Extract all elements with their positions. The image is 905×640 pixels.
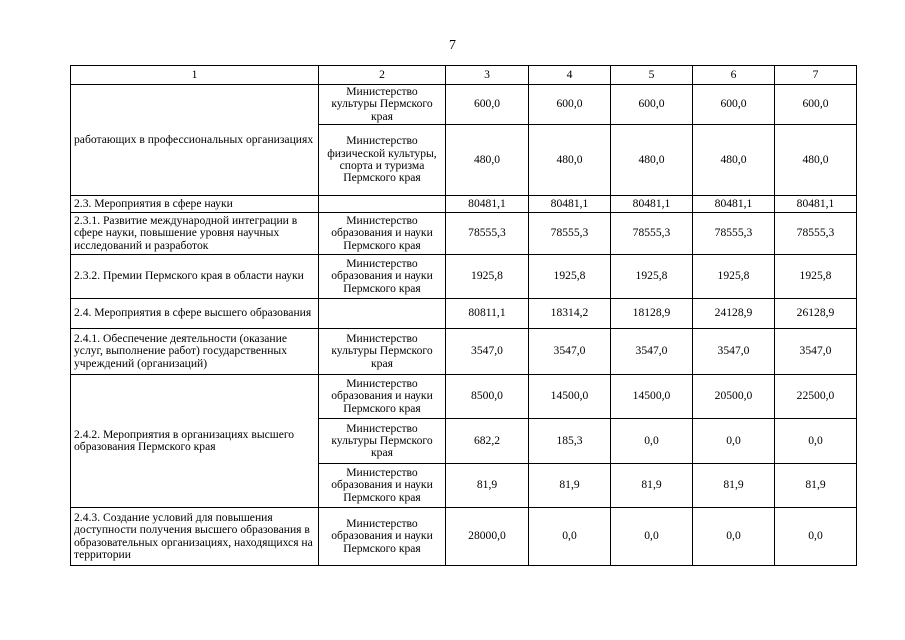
value-cell: 1925,8 xyxy=(775,255,857,299)
value-cell: 78555,3 xyxy=(446,213,529,255)
measure-name: 2.4.3. Создание условий для повышения доступности получения высшего образования в образовательных организациях, находящихся на территории xyxy=(71,508,319,566)
value-cell: 0,0 xyxy=(693,508,775,566)
value-cell: 81,9 xyxy=(529,464,611,508)
column-header: 4 xyxy=(529,66,611,85)
value-cell: 28000,0 xyxy=(446,508,529,566)
executor-cell: Министерство культуры Пермского края xyxy=(319,419,446,464)
executor-cell xyxy=(319,196,446,213)
value-cell: 600,0 xyxy=(775,85,857,125)
value-cell: 0,0 xyxy=(611,508,693,566)
value-cell: 480,0 xyxy=(775,125,857,196)
value-cell: 24128,9 xyxy=(693,299,775,329)
value-cell: 8500,0 xyxy=(446,375,529,419)
value-cell: 600,0 xyxy=(529,85,611,125)
value-cell: 81,9 xyxy=(693,464,775,508)
value-cell: 81,9 xyxy=(611,464,693,508)
value-cell: 600,0 xyxy=(693,85,775,125)
table-row xyxy=(71,213,857,255)
table-row xyxy=(71,299,857,329)
value-cell: 3547,0 xyxy=(446,329,529,375)
table-row xyxy=(71,508,857,566)
value-cell: 600,0 xyxy=(611,85,693,125)
executor-cell: Министерство образования и науки Пермского края xyxy=(319,255,446,299)
value-cell: 80481,1 xyxy=(775,196,857,213)
value-cell: 14500,0 xyxy=(611,375,693,419)
value-cell: 3547,0 xyxy=(775,329,857,375)
table-row xyxy=(71,85,857,125)
value-cell: 14500,0 xyxy=(529,375,611,419)
value-cell: 26128,9 xyxy=(775,299,857,329)
executor-cell: Министерство образования и науки Пермского края xyxy=(319,508,446,566)
value-cell: 480,0 xyxy=(693,125,775,196)
table-header-row xyxy=(71,66,857,85)
budget-table xyxy=(70,65,857,566)
executor-cell: Министерство образования и науки Пермского края xyxy=(319,213,446,255)
value-cell: 185,3 xyxy=(529,419,611,464)
measure-name: 2.4. Мероприятия в сфере высшего образования xyxy=(71,299,319,329)
measure-name: 2.4.2. Мероприятия в организациях высшего образования Пермского края xyxy=(71,375,319,508)
column-header: 2 xyxy=(319,66,446,85)
table-row xyxy=(71,255,857,299)
value-cell: 0,0 xyxy=(529,508,611,566)
measure-name: 2.3.1. Развитие международной интеграции в сфере науки, повышение уровня научных исследований и разработок xyxy=(71,213,319,255)
value-cell: 1925,8 xyxy=(611,255,693,299)
value-cell: 1925,8 xyxy=(529,255,611,299)
executor-cell: Министерство культуры Пермского края xyxy=(319,329,446,375)
value-cell: 18314,2 xyxy=(529,299,611,329)
measure-name: 2.4.1. Обеспечение деятельности (оказание услуг, выполнение работ) государственных учреждений (организаций) xyxy=(71,329,319,375)
value-cell: 80481,1 xyxy=(611,196,693,213)
value-cell: 0,0 xyxy=(775,419,857,464)
measure-name: работающих в профессиональных организациях xyxy=(71,85,319,196)
value-cell: 682,2 xyxy=(446,419,529,464)
value-cell: 78555,3 xyxy=(775,213,857,255)
executor-cell: Министерство культуры Пермского края xyxy=(319,85,446,125)
column-header: 7 xyxy=(775,66,857,85)
executor-cell: Министерство физической культуры, спорта и туризма Пермского края xyxy=(319,125,446,196)
value-cell: 480,0 xyxy=(529,125,611,196)
value-cell: 3547,0 xyxy=(529,329,611,375)
value-cell: 600,0 xyxy=(446,85,529,125)
value-cell: 22500,0 xyxy=(775,375,857,419)
value-cell: 78555,3 xyxy=(529,213,611,255)
column-header: 5 xyxy=(611,66,693,85)
executor-cell: Министерство образования и науки Пермского края xyxy=(319,375,446,419)
table-row xyxy=(71,329,857,375)
value-cell: 80811,1 xyxy=(446,299,529,329)
table-row xyxy=(71,196,857,213)
value-cell: 480,0 xyxy=(611,125,693,196)
value-cell: 1925,8 xyxy=(693,255,775,299)
value-cell: 78555,3 xyxy=(693,213,775,255)
table-row xyxy=(71,375,857,419)
measure-name: 2.3.2. Премии Пермского края в области науки xyxy=(71,255,319,299)
value-cell: 1925,8 xyxy=(446,255,529,299)
value-cell: 0,0 xyxy=(611,419,693,464)
value-cell: 78555,3 xyxy=(611,213,693,255)
value-cell: 3547,0 xyxy=(611,329,693,375)
value-cell: 18128,9 xyxy=(611,299,693,329)
value-cell: 81,9 xyxy=(446,464,529,508)
value-cell: 0,0 xyxy=(693,419,775,464)
measure-name: 2.3. Мероприятия в сфере науки xyxy=(71,196,319,213)
page-number: 7 xyxy=(449,38,456,53)
value-cell: 480,0 xyxy=(446,125,529,196)
column-header: 6 xyxy=(693,66,775,85)
value-cell: 80481,1 xyxy=(693,196,775,213)
value-cell: 20500,0 xyxy=(693,375,775,419)
executor-cell: Министерство образования и науки Пермского края xyxy=(319,464,446,508)
value-cell: 80481,1 xyxy=(529,196,611,213)
column-header: 1 xyxy=(71,66,319,85)
value-cell: 0,0 xyxy=(775,508,857,566)
value-cell: 80481,1 xyxy=(446,196,529,213)
column-header: 3 xyxy=(446,66,529,85)
value-cell: 81,9 xyxy=(775,464,857,508)
executor-cell xyxy=(319,299,446,329)
value-cell: 3547,0 xyxy=(693,329,775,375)
